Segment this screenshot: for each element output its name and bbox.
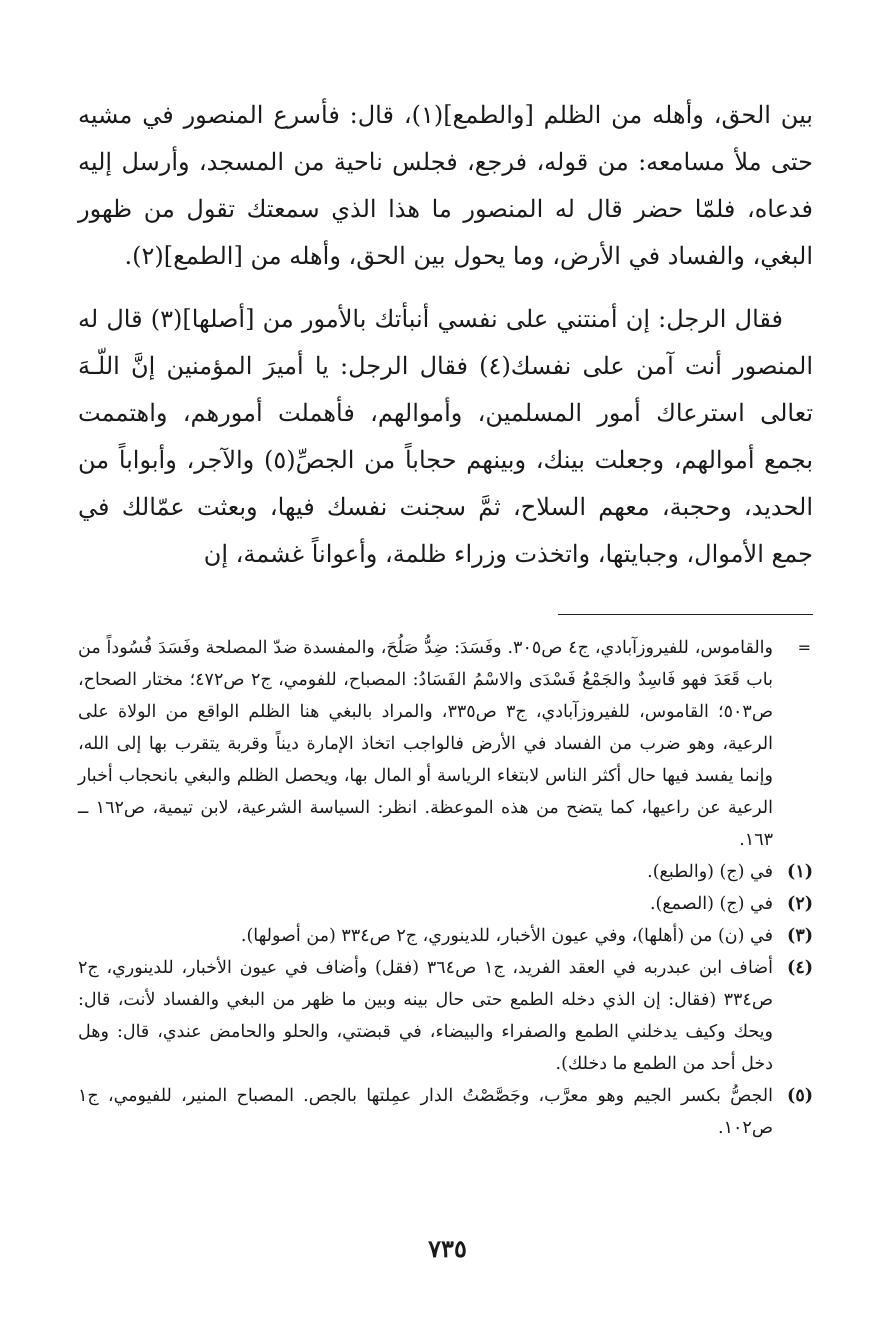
footnote-1	[78, 856, 813, 888]
footnote-continuation	[78, 632, 813, 856]
footnote-text: أضاف ابن عبدربه في العقد الفريد، ج١ ص٣٦٤ (فقل) وأضاف في عيون الأخبار، للدينوري، ج٢ ص٣٣٤ (فقال: إن الذي دخله الطمع حتى حال بينه وبين ما ظهر من البغي والفساد لأنت، قال: ويحك وكيف يدخلني الطمع والصفراء والبيضاء، في قبضتي، والحلو والحامض عندي، قال: وهل دخل أحد من الطمع ما دخلك).	[78, 958, 773, 1074]
footnote-5	[78, 1080, 813, 1144]
footnote-number: (١)	[787, 862, 813, 882]
main-text	[78, 92, 813, 578]
footnote-number: (٢)	[787, 894, 813, 914]
footnote-2	[78, 888, 813, 920]
footnote-3	[78, 920, 813, 952]
continuation-marker: =	[797, 638, 811, 657]
footnote-number: (٣)	[787, 926, 813, 946]
footnotes	[78, 632, 813, 1144]
footnote-text: الجصُّ بكسر الجيم وهو معرَّب، وجَصَّصْتُ الدار عمِلتها بالجص. المصباح المنير، للفيومي، ج١ ص١٠٢.	[78, 1086, 773, 1138]
footnote-text: في (ج) (الصمع).	[649, 894, 773, 914]
footnote-4	[78, 952, 813, 1080]
page-number: ٧٣٥	[428, 1234, 467, 1263]
footnote-continuation-text: والقاموس، للفيروزآبادي، ج٤ ص٣٠٥. وفَسَدَ: ضِدُّ صَلُحَ، والمفسدة ضدّ المصلحة وفَسَدَ فُسُوداً من باب قَعَدَ فهو فَاسِدٌ والجَمْعُ فَسْدَى والاسْمُ الفَسَادُ: المصباح، للفومي، ج٢ ص٤٧٢؛ مختار الصحاح، ص٥٠٣؛ القاموس، للفيروزآبادي، ج٣ ص٣٣٥، والمراد بالبغي هنا الظلم الواقع من الولاة على الرعية، وهو ضرب من الفساد في الأرض فالواجب اتخاذ الإمارة ديناً وقربة يتقرب بها إلى الله، وإنما يفسد فيها حال أكثر الناس لابتغاء الرياسة أو المال بها، ويحصل الظلم والبغي بانحجاب أخبار الرعية عن راعيها، كما يتضح من هذه الموعظة. انظر: السياسة الشرعية، لابن تيمية، ص١٦٢ ــ ١٦٣.	[78, 638, 773, 850]
footnote-number: (٥)	[787, 1086, 813, 1106]
paragraph-1: بين الحق، وأهله من الظلم [والطمع](١)، قال: فأسرع المنصور في مشيه حتى ملأ مسامعه: من قوله، فرجع، فجلس ناحية من المسجد، وأرسل إليه فدعاه، فلمّا حضر قال له المنصور ما هذا الذي سمعتك تقول من ظهور البغي، والفساد في الأرض، وما يحول بين الحق، وأهله من [الطمع](٢).	[78, 101, 813, 270]
footnote-number: (٤)	[787, 958, 813, 978]
footnote-text: في (ج) (والطبع).	[647, 862, 773, 882]
footnote-text: في (ن) من (أهلها)، وفي عيون الأخبار، للدينوري، ج٢ ص٣٣٤ (من أصولها).	[240, 926, 773, 946]
footnote-divider	[558, 614, 813, 615]
paragraph-2: فقال الرجل: إن أمنتني على نفسي أنبأتك بالأمور من [أصلها](٣) قال له المنصور أنت آمن على نفسك(٤) فقال الرجل: يا أميرَ المؤمنين إنَّ اللّـهَ تعالى استرعاك أمور المسلمين، وأموالهم، فأهملت أمورهم، واهتممت بجمع أموالهم، وجعلت بينك، وبينهم حجاباً من الجصِّ(٥) والآجر، وأبواباً من الحديد، وحجبة، معهم السلاح، ثمَّ سجنت نفسك فيها، وبعثت عمّالك في جمع الأموال، وجبايتها، واتخذت وزراء ظلمة، وأعواناً غشمة، إن	[78, 305, 813, 568]
